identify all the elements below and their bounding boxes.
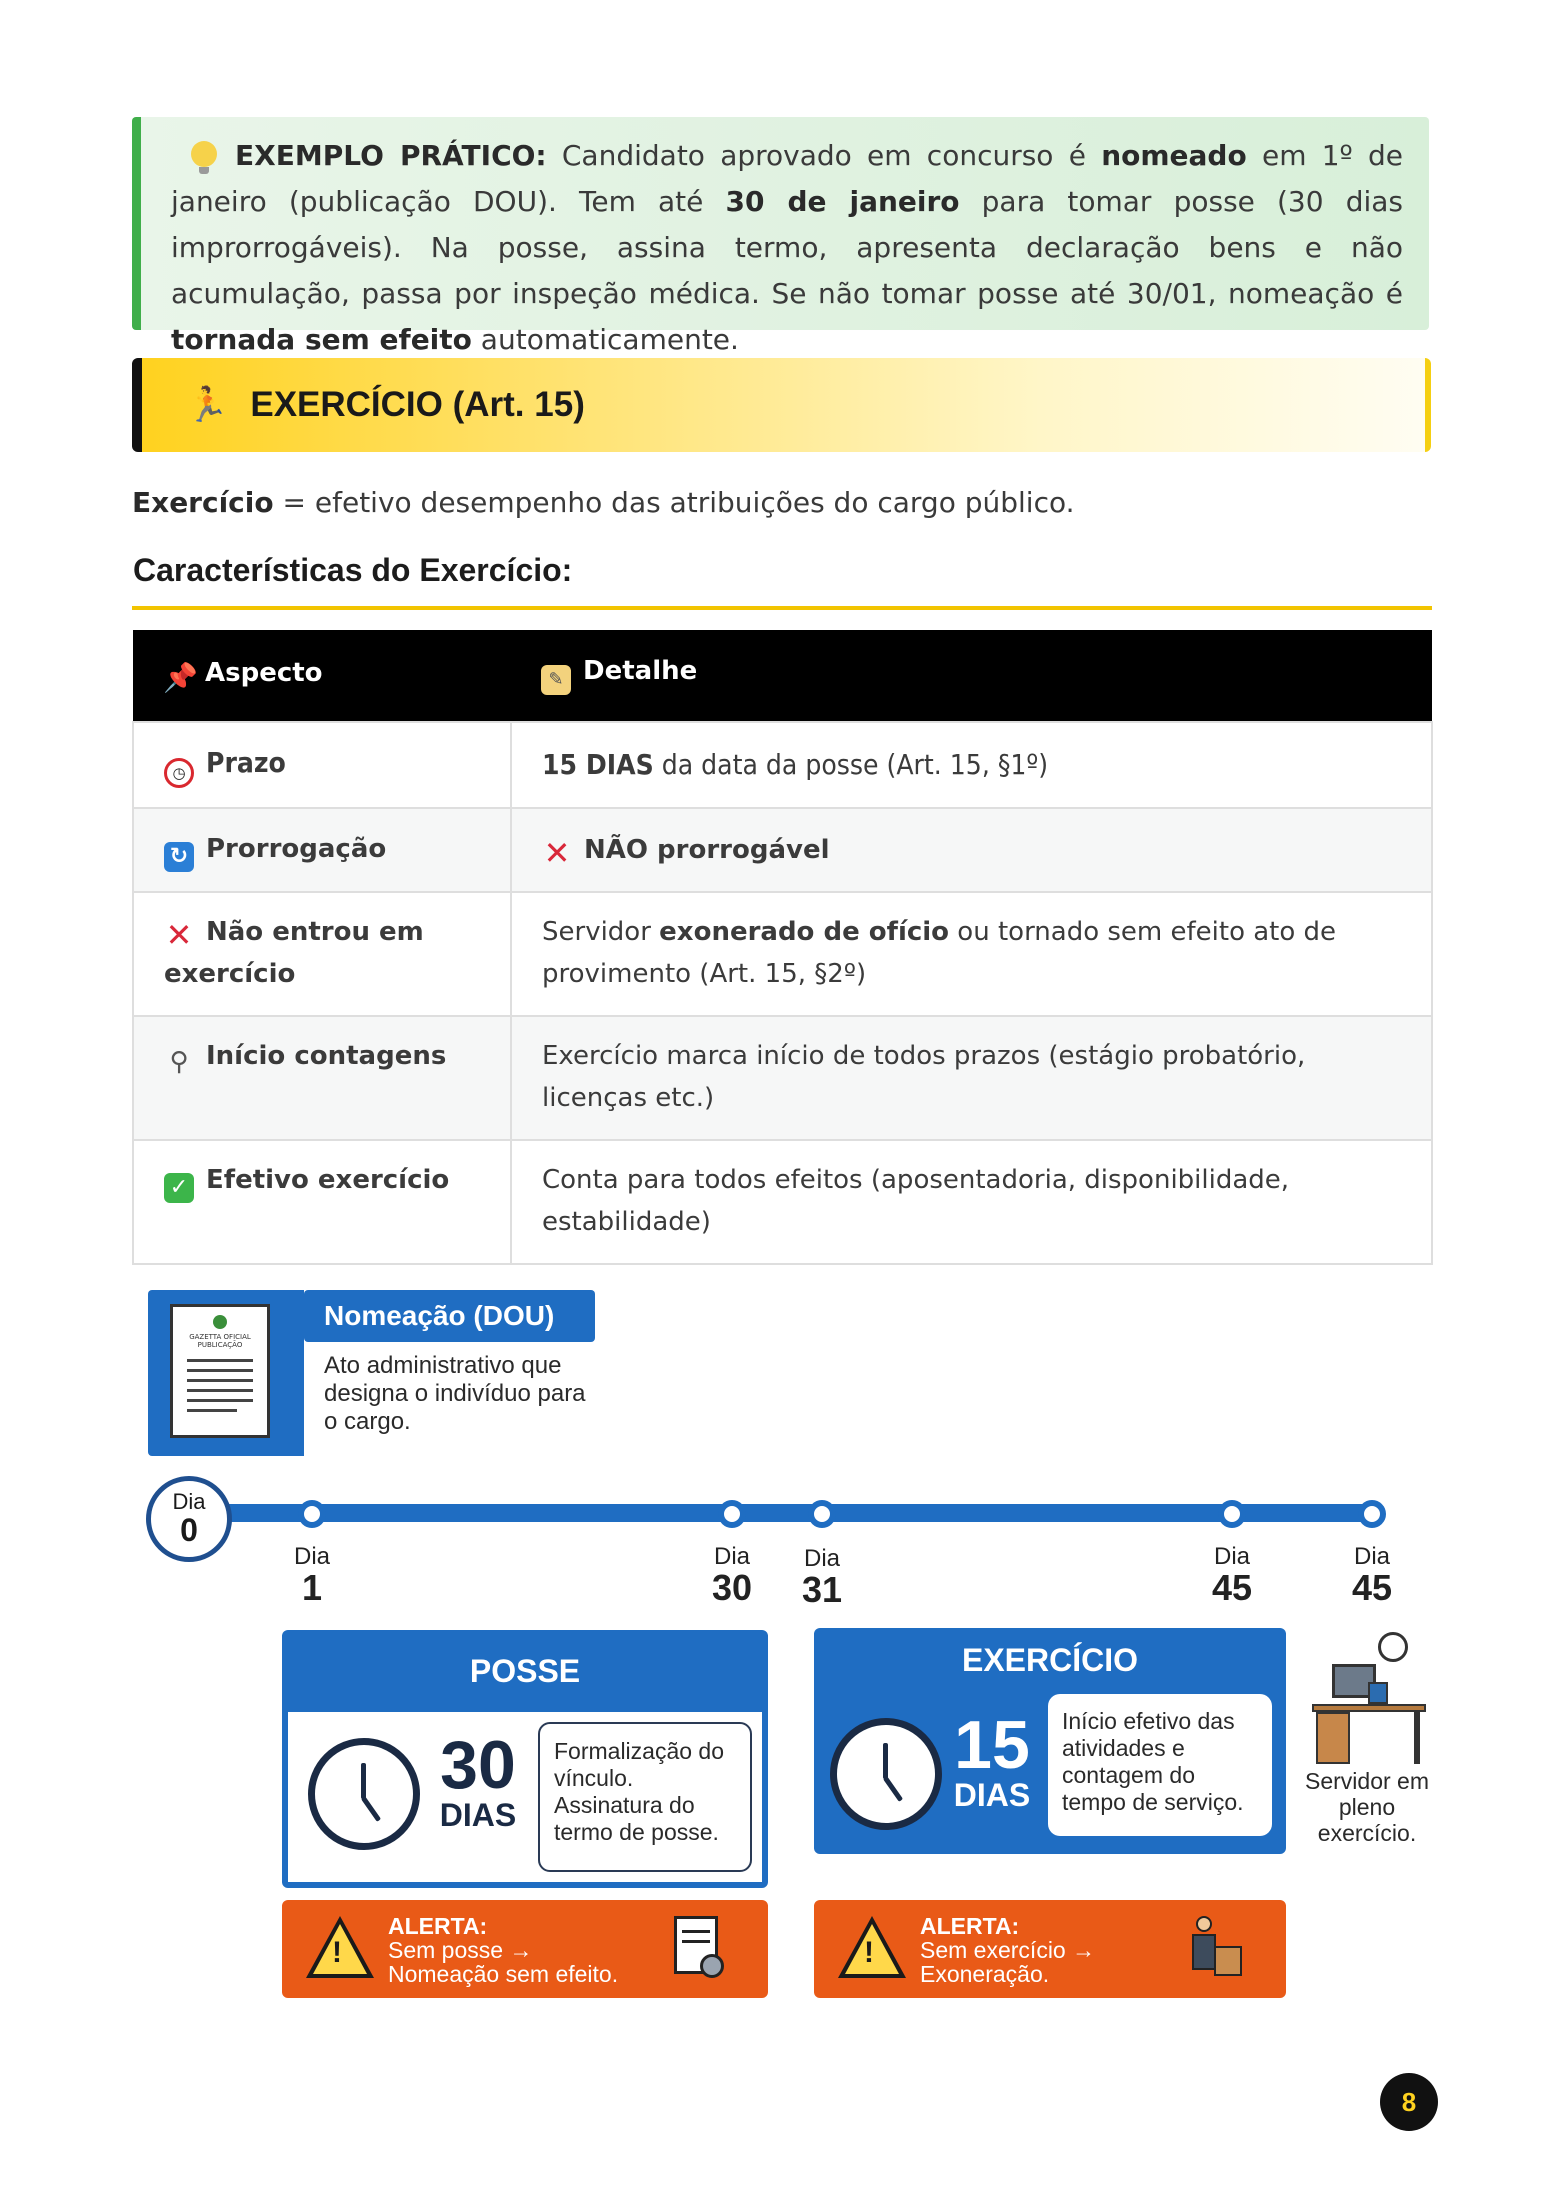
day-label: Dia 45 — [1211, 1543, 1253, 1608]
characteristics-table — [132, 630, 1433, 1265]
nomeacao-text: Ato administrativo que designa o indivíduo para o cargo. — [324, 1352, 586, 1435]
detail-cell: Conta para todos efeitos (aposentadoria, disponibilidade, estabilidade) — [511, 1140, 1432, 1264]
exercicio-alert: ! ALERTA: Sem exercício → Exoneração. — [814, 1900, 1286, 1998]
timeline-bar — [212, 1504, 1382, 1522]
clock-icon — [308, 1738, 420, 1850]
table-row — [133, 808, 1432, 892]
example-bold: 30 de janeiro — [725, 185, 960, 218]
office-desk-icon — [1302, 1628, 1432, 1768]
light-bulb-icon — [191, 141, 217, 167]
alarm-clock-icon: ◷ — [164, 758, 194, 788]
detail-cell: Servidor exonerado de ofício ou tornado sem efeito ato de provimento (Art. 15, §2º) — [511, 892, 1432, 1016]
posse-duration: 30 DIAS — [439, 1727, 517, 1833]
posse-alert: ! ALERTA: Sem posse → Nomeação sem efeito. — [282, 1900, 768, 1998]
posse-card-body — [288, 1712, 762, 1882]
posse-title: POSSE — [469, 1653, 581, 1689]
cross-mark-icon: ✕ — [543, 834, 571, 872]
example-text: em 1º de janeiro (publicação DOU). Tem até — [171, 139, 1403, 218]
detail-cell: ✕ NÃO prorrogável — [511, 808, 1432, 892]
memo-icon: ✎ — [541, 665, 571, 695]
aspect-cell: ✓ Efetivo exercício — [133, 1140, 511, 1264]
cycle-arrows-icon: ↻ — [164, 842, 194, 872]
day-label: Dia 45 — [1351, 1543, 1393, 1608]
timeline-node — [1358, 1500, 1386, 1528]
aspect-cell: ✕ Não entrou em exercício — [133, 892, 511, 1016]
page-number: 8 — [1380, 2073, 1438, 2131]
definition — [132, 486, 1075, 519]
person-with-box-icon — [1192, 1916, 1242, 1980]
nomeacao-card-side — [148, 1290, 304, 1456]
posse-alert-text: ALERTA: Sem posse → Nomeação sem efeito. — [388, 1913, 619, 1987]
column-header-aspect: 📌 Aspecto — [133, 630, 511, 722]
exercicio-card — [814, 1628, 1286, 1854]
exercicio-duration: 15 DIAS — [953, 1707, 1031, 1813]
chair-icon — [1368, 1682, 1388, 1704]
nomeacao-title: Nomeação (DOU) — [304, 1290, 595, 1342]
timeline-node — [298, 1500, 326, 1528]
timeline-node — [718, 1500, 746, 1528]
timeline-infographic — [132, 1290, 1432, 2030]
aspect-cell: ↻ Prorrogação — [133, 808, 511, 892]
posse-description: Formalização do vínculo. Assinatura do termo de posse. — [538, 1722, 752, 1872]
exercicio-description: Início efetivo das atividades e contagem do tempo de serviço. — [1048, 1694, 1272, 1836]
table-row — [133, 1016, 1432, 1140]
servidor-illustration — [1302, 1628, 1432, 1846]
day-label: Dia 31 — [801, 1545, 843, 1610]
section-title: EXERCÍCIO (Art. 15) — [250, 385, 585, 424]
cross-mark-icon: ✕ — [165, 916, 193, 954]
servidor-caption: Servidor em pleno exercício. — [1305, 1768, 1429, 1846]
document-with-gear-icon — [674, 1916, 724, 1980]
definition-term: Exercício — [132, 486, 274, 519]
example-text: para tomar posse (30 dias improrrogáveis). Na posse, assina termo, apresenta declaração bens e não acumulação, passa por inspeção médica. Se não tomar posse até 30/01, nomeação é — [171, 185, 1403, 310]
gazette-document-icon — [170, 1304, 270, 1438]
gazette-label: GAZETTA OFICIAL PUBLICAÇÃO — [189, 1333, 251, 1349]
timeline-start-day: Dia 0 — [146, 1476, 232, 1562]
posse-card — [282, 1630, 768, 1888]
example-text: automaticamente. — [471, 323, 739, 356]
aspect-cell: ⚲ Início contagens — [133, 1016, 511, 1140]
example-label: EXEMPLO PRÁTICO: — [235, 139, 547, 172]
clock-icon — [1378, 1632, 1408, 1662]
day-label: Dia 1 — [293, 1543, 330, 1608]
aspect-cell: ◷ Prazo — [133, 722, 511, 808]
detail-cell: Exercício marca início de todos prazos (estágio probatório, licenças etc.) — [511, 1016, 1432, 1140]
definition-text: = efetivo desempenho das atribuições do cargo público. — [273, 486, 1075, 519]
practical-example-box — [132, 117, 1429, 356]
runner-icon: 🏃 — [186, 385, 229, 425]
drawer-icon — [1316, 1712, 1350, 1764]
round-pin-icon: ⚲ — [169, 1047, 189, 1077]
column-header-detail: ✎ Detalhe — [511, 630, 1432, 722]
subheading-underline — [132, 606, 1432, 610]
timeline-node — [1218, 1500, 1246, 1528]
exercicio-title: EXERCÍCIO — [961, 1642, 1139, 1678]
check-mark-icon: ✓ — [164, 1173, 194, 1203]
exercicio-alert-text: ALERTA: Sem exercício → Exoneração. — [920, 1913, 1096, 1987]
nomeacao-card — [148, 1290, 595, 1456]
seal-icon — [213, 1315, 227, 1329]
table-row — [133, 1140, 1432, 1264]
example-bold: nomeado — [1101, 139, 1247, 172]
table-row — [133, 722, 1432, 808]
table-row — [133, 892, 1432, 1016]
pushpin-icon: 📌 — [163, 661, 198, 694]
section-header — [132, 358, 1431, 452]
example-bold: tornada sem efeito — [171, 323, 472, 356]
timeline-node — [808, 1500, 836, 1528]
table-header-row — [133, 630, 1432, 722]
detail-cell: 15 DIAS da data da posse (Art. 15, §1º) — [511, 722, 1432, 808]
day-label: Dia 30 — [711, 1543, 753, 1608]
clock-icon — [830, 1718, 942, 1830]
subheading: Características do Exercício: — [133, 552, 573, 588]
example-text: Candidato aprovado em concurso é — [546, 139, 1102, 172]
